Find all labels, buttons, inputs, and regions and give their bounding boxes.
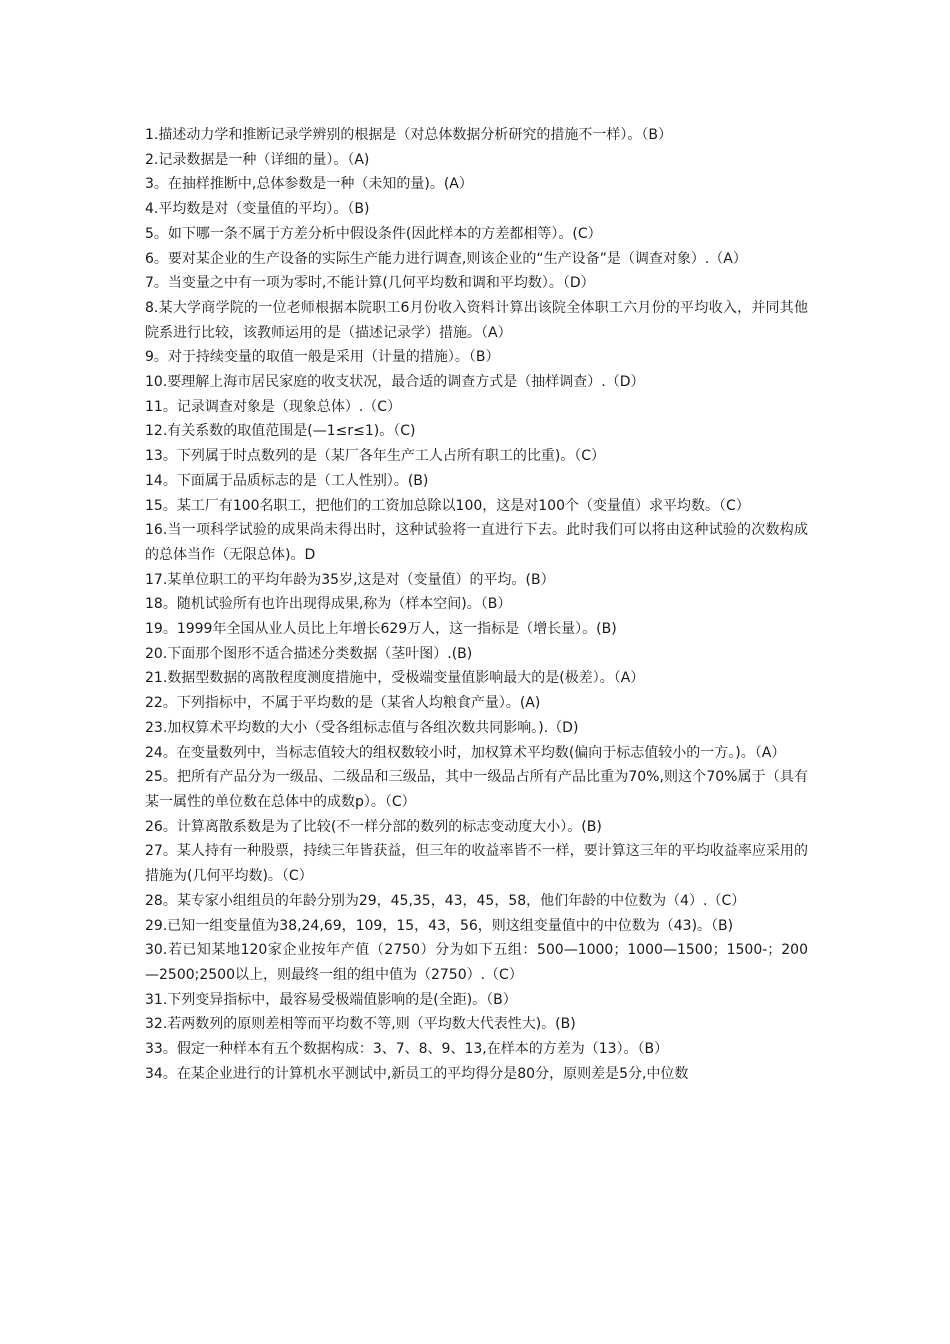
question-26: 26。计算离散系数是为了比较(不一样分部的数列的标志变动度大小）。(B)	[145, 818, 602, 835]
question-34: 34。在某企业进行的计算机水平测试中,新员工的平均得分是80分，原则差是5分,中位数	[145, 1065, 689, 1082]
question-15: 15。某工厂有100名职工，把他们的工资加总除以100，这是对100个（变量值）求平均数。（C）	[145, 497, 750, 514]
question-1: 1.描述动力学和推断记录学辨别的根据是（对总体数据分析研究的措施不一样）。（B）	[145, 127, 672, 143]
document-body	[145, 123, 808, 1086]
question-5: 5。如下哪一条不属于方差分析中假设条件(因此样本的方差都相等）。(C）	[145, 225, 602, 242]
question-20: 20.下面那个图形不适合描述分类数据（茎叶图）.(B)	[145, 645, 473, 662]
question-6: 6。要对某企业的生产设备的实际生产能力进行调查,则该企业的“生产设备”是（调查对象）.（A）	[145, 250, 747, 267]
question-21: 21.数据型数据的离散程度测度措施中，受极端变量值影响最大的是(极差）。（A）	[145, 670, 645, 687]
question-33: 33。假定一种样本有五个数据构成：3、7、8、9、13,在样本的方差为（13）。（B）	[145, 1041, 669, 1058]
question-16: 16.当一项科学试验的成果尚未得出时，这种试验将一直进行下去。此时我们可以将由这种试验的次数构成的总体当作（无限总体)。D	[145, 522, 808, 563]
question-9: 9。对于持续变量的取值一般是采用（计量的措施）。（B）	[145, 349, 500, 366]
question-7: 7。当变量之中有一项为零时,不能计算(几何平均数和调和平均数）。（D）	[145, 275, 595, 292]
question-30: 30.若已知某地120家企业按年产值（2750）分为如下五组：500—1000；1000—1500；1500-；200—2500;2500以上，则最终一组的组中值为（2750）.（C）	[145, 942, 808, 983]
question-10: 10.要理解上海市居民家庭的收支状况，最合适的调查方式是（抽样调查）.（D）	[145, 374, 645, 391]
question-8: 8.某大学商学院的一位老师根据本院职工6月份收入资料计算出该院全体职工六月份的平均收入，并同其他院系进行比较，该教师运用的是（描述记录学）措施。（A）	[145, 299, 808, 341]
question-13: 13。下列属于时点数列的是（某厂各年生产工人占所有职工的比重)。（C）	[145, 448, 606, 465]
question-29: 29.已知一组变量值为38,24,69，109，15，43，56，则这组变量值中的中位数为（43)。（B)	[145, 917, 734, 934]
question-23: 23.加权算术平均数的大小（受各组标志值与各组次数共同影响。).（D)	[145, 719, 579, 736]
question-17: 17.某单位职工的平均年龄为35岁,这是对（变量值）的平均。(B）	[145, 571, 555, 588]
question-12: 12.有关系数的取值范围是(—1≤r≤1)。（C)	[145, 423, 416, 440]
question-11: 11。记录调查对象是（现象总体）.（C）	[145, 398, 402, 415]
question-32: 32.若两数列的原则差相等而平均数不等,则（平均数大代表性大)。(B)	[145, 1016, 576, 1033]
question-25: 25。把所有产品分为一级品、二级品和三级品，其中一级品占所有产品比重为70%,则这个70%属于（具有某一属性的单位数在总体中的成数p）。（C）	[145, 769, 808, 810]
question-27: 27。某人持有一种股票，持续三年皆获益，但三年的收益率皆不一样，要计算这三年的平均收益率应采用的措施为(几何平均数)。（C）	[145, 843, 808, 885]
question-18: 18。随机试验所有也许出现得成果,称为（样本空间)。（B）	[145, 596, 512, 613]
question-28: 28。某专家小组组员的年龄分别为29，45,35，43，45，58，他们年龄的中位数为（4）.（C）	[145, 892, 746, 909]
question-22: 22。下列指标中，不属于平均数的是（某省人均粮食产量）。(A)	[145, 695, 541, 712]
question-2: 2.记录数据是一种（详细的量）。（A)	[145, 151, 370, 168]
question-31: 31.下列变异指标中，最容易受极端值影响的是(全距)。（B）	[145, 991, 517, 1008]
question-24: 24。在变量数列中，当标志值较大的组权数较小时，加权算术平均数(偏向于标志值较小的一方。)。（A）	[145, 744, 786, 761]
question-3: 3。在抽样推断中,总体参数是一种（未知的量)。(A）	[145, 176, 473, 193]
question-19: 19。1999年全国从业人员比上年增长629万人，这一指标是（增长量）。(B)	[145, 621, 617, 638]
question-14: 14。下面属于品质标志的是（工人性别）。(B)	[145, 472, 429, 489]
question-4: 4.平均数是对（变量值的平均）。（B)	[145, 201, 370, 218]
